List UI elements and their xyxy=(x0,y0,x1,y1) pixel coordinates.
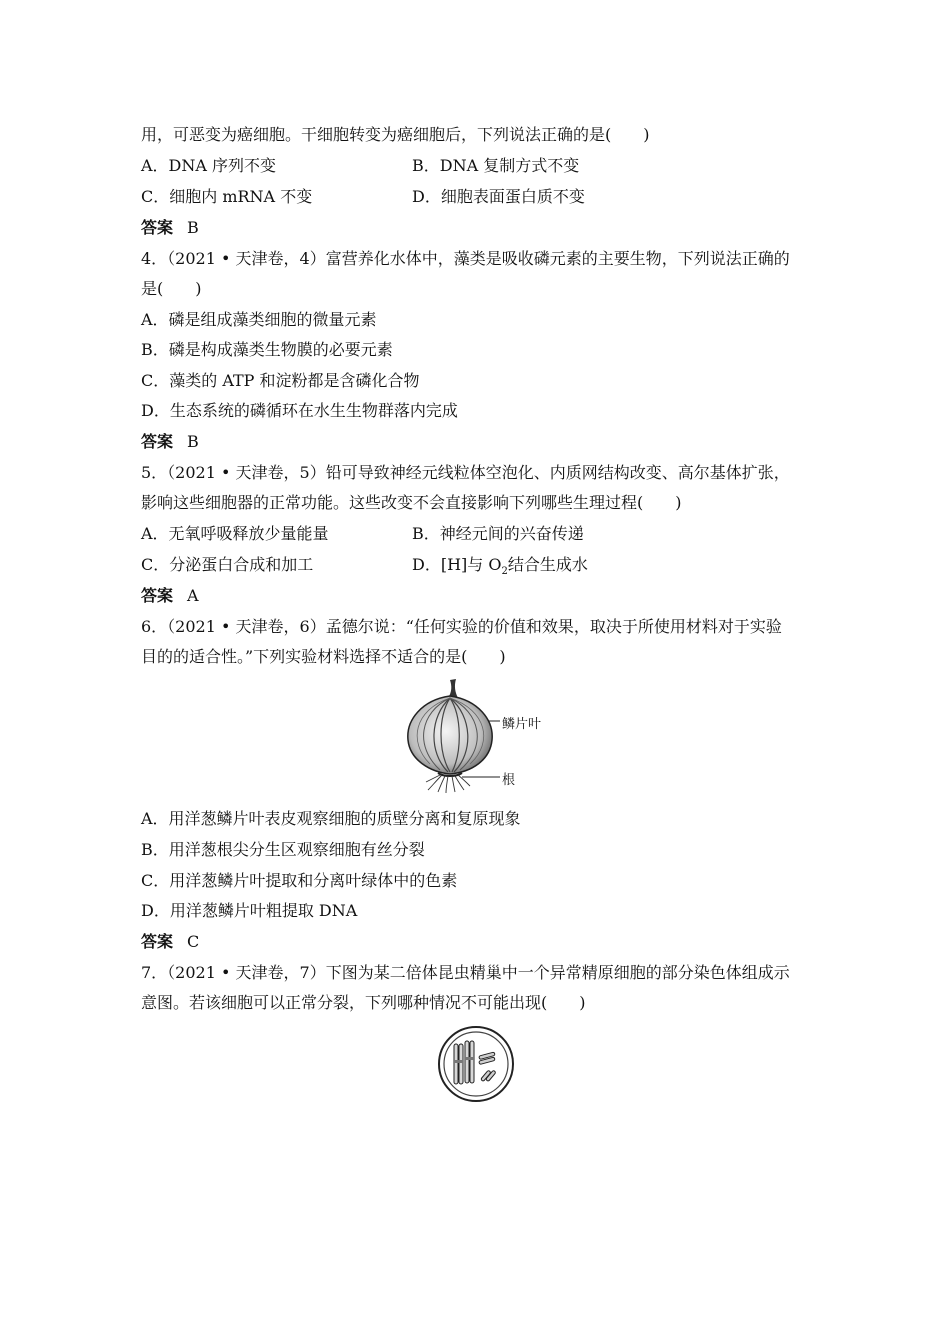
q6-option-b: B．用洋葱根尖分生区观察细胞有丝分裂 xyxy=(141,840,425,859)
answer-label: 答案 xyxy=(141,218,174,237)
q3-option-b: B．DNA 复制方式不变 xyxy=(412,156,580,175)
answer-value: B xyxy=(187,432,199,451)
onion-illustration xyxy=(400,676,560,794)
q3-stem-tail: 用，可恶变为癌细胞。干细胞转变为癌细胞后，下列说法正确的是( ) xyxy=(141,125,650,144)
answer-value: B xyxy=(187,218,199,237)
q6-option-a: A．用洋葱鳞片叶表皮观察细胞的质壁分离和复原现象 xyxy=(141,809,521,828)
q4-option-c: C．藻类的 ATP 和淀粉都是含磷化合物 xyxy=(141,371,420,390)
q4-stem-line1: 4．（2021 • 天津卷，4）富营养化水体中，藻类是吸收磷元素的主要生物，下列说法正确的 xyxy=(141,249,790,268)
q4-option-d: D．生态系统的磷循环在水生生物群落内完成 xyxy=(141,401,458,420)
q4-answer xyxy=(141,431,199,453)
q5-stem-line1: 5．（2021 • 天津卷，5）铅可导致神经元线粒体空泡化、内质网结构改变、高尔基体扩张， xyxy=(141,463,790,482)
q6-answer xyxy=(141,931,199,953)
q6-stem-line2: 目的的适合性。”下列实验材料选择不适合的是( ) xyxy=(141,647,506,666)
q5-stem-line2: 影响这些细胞器的正常功能。这些改变不会直接影响下列哪些生理过程( ) xyxy=(141,493,682,512)
q6-stem-line1: 6．（2021 • 天津卷，6）孟德尔说：“任何实验的价值和效果，取决于所使用材料对于实验 xyxy=(141,617,782,636)
figure-label-root: 根 xyxy=(502,773,516,788)
q6-option-c: C．用洋葱鳞片叶提取和分离叶绿体中的色素 xyxy=(141,871,458,890)
q5-option-c: C．分泌蛋白合成和加工 xyxy=(141,555,314,574)
q4-option-b: B．磷是构成藻类生物膜的必要元素 xyxy=(141,340,393,359)
q4-stem-line2: 是( ) xyxy=(141,279,202,298)
q5-option-b: B．神经元间的兴奋传递 xyxy=(412,524,584,543)
q6-option-d: D．用洋葱鳞片叶粗提取 DNA xyxy=(141,901,358,920)
answer-label: 答案 xyxy=(141,932,174,951)
q3-option-c: C．细胞内 mRNA 不变 xyxy=(141,187,313,206)
spermatogonium-chromosome-diagram xyxy=(436,1024,516,1104)
q7-stem-line1: 7．（2021 • 天津卷，7）下图为某二倍体昆虫精巢中一个异常精原细胞的部分染色体组成示 xyxy=(141,963,790,982)
answer-value: A xyxy=(187,586,199,605)
q5-option-a: A．无氧呼吸释放少量能量 xyxy=(141,524,329,543)
figure-label-scale-leaf: 鳞片叶 xyxy=(502,717,542,732)
answer-label: 答案 xyxy=(141,432,174,451)
q3-answer xyxy=(141,217,199,239)
q3-option-a: A．DNA 序列不变 xyxy=(141,156,277,175)
answer-value: C xyxy=(187,932,200,951)
q3-option-d: D．细胞表面蛋白质不变 xyxy=(412,187,585,206)
onion-figure xyxy=(400,676,560,794)
answer-label: 答案 xyxy=(141,586,174,605)
q4-option-a: A．磷是组成藻类细胞的微量元素 xyxy=(141,310,377,329)
q7-stem-line2: 意图。若该细胞可以正常分裂，下列哪种情况不可能出现( ) xyxy=(141,993,586,1012)
q5-option-d: D．[H]与 $O_2$结合生成水 xyxy=(412,555,588,578)
q5-answer xyxy=(141,585,199,607)
cell-figure xyxy=(436,1024,516,1104)
